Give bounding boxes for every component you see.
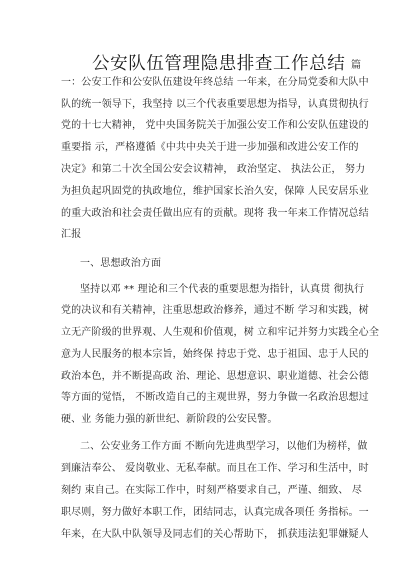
paragraph-line: 立无产阶级的世界观、人生观和价值观，树 立和牢记并努力实践全心全 — [61, 327, 379, 338]
section-heading: 二、公安业务工作方面 不断向先进典型学习，以他们为榜样，做 — [80, 441, 368, 452]
paragraph-line: 队的统一领导下，我坚持 以三个代表重要思想为指导，认真贯彻执行 — [61, 99, 369, 110]
paragraph-line: 意为人民服务的根本宗旨，始终保 持忠于党、忠于祖国、忠于人民的 — [61, 349, 369, 360]
paragraph-line: 等方面的觉悟， 不断改造自己的主观世界，努力争做一名政治思想过 — [61, 392, 369, 403]
paragraph-line: 年来，在大队中队领导及同志们的关心帮助下， 抓获违法犯罪嫌疑人 — [61, 529, 369, 540]
paragraph-line: 汇报 — [61, 229, 82, 240]
document-title: 公安队伍管理隐患排查工作总结 — [92, 54, 346, 74]
paragraph-line: 一：公安工作和公安队伍建设年终总结 一年来，在分局党委和大队中 — [61, 77, 369, 88]
paragraph-line: 硬、业 务能力强的新世纪、新阶段的公安民警。 — [61, 414, 278, 425]
paragraph-line: 重要指 示，严格遵循《中共中央关于进一步加强和改进公安工作的 — [61, 142, 359, 153]
paragraph-line: 刻约 束自己。在实际工作中，时刻严格要求自己，严谨、细致、 尽 — [61, 485, 363, 496]
title-row — [0, 50, 400, 72]
section-heading: 一、思想政治方面 — [80, 258, 162, 269]
paragraph-line: 到廉洁奉公、 爱岗敬业、无私奉献。而且在工作、学习和生活中，时 — [61, 463, 369, 474]
paragraph-line: 为担负起巩固党的执政地位，维护国家长治久安，保障 人民安居乐业 — [61, 186, 369, 197]
paragraph-line: 政治本色，并不断提高政 治、理论、思想意识、职业道德、社会公德 — [61, 371, 369, 382]
paragraph-line: 党的十七大精神， 党中央国务院关于加强公安工作和公安队伍建设的 — [61, 120, 369, 131]
paragraph-line: 决定》和第二十次全国公安会议精神， 政治坚定、 执法公正， 努力 — [61, 164, 366, 175]
paragraph-line: 党的决议和有关精神，注重思想政治修养，通过不断 学习和实践，树 — [61, 305, 369, 316]
paragraph-line: 的重大政治和社会责任做出应有的贡献。现将 我一年来工作情况总结 — [61, 208, 369, 219]
paragraph-line: 职尽则，努力做好本职工作，团结同志，认真完成各项任 务指标。一 — [61, 507, 369, 518]
document-title-suffix: 篇 — [351, 60, 361, 71]
paragraph-line: 坚持以邓 ** 理论和三个代表的重要思想为指针，认真贯 彻执行 — [80, 284, 365, 295]
